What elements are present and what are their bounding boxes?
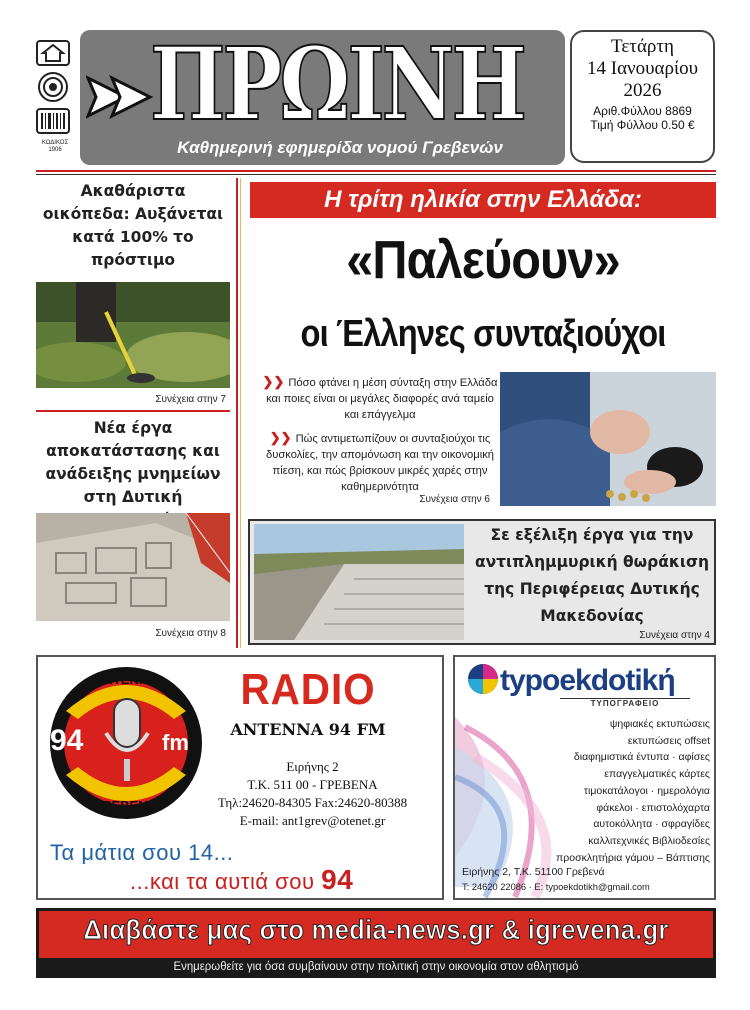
masthead-title: ΠΡΩΙΝΗ <box>150 30 524 143</box>
date-day-month: 14 Ιανουαρίου <box>587 58 698 79</box>
radio-address-2: Τ.Κ. 511 00 - ΓΡΕΒΕΝΑ <box>247 777 378 792</box>
masthead <box>80 30 565 165</box>
column-divider-gold <box>240 178 241 648</box>
main-story-headline[interactable]: «Παλεύουν» <box>346 230 620 290</box>
typo-contact[interactable]: T: 24620 22086 · E: typoekdotikh@gmail.com <box>462 882 650 892</box>
left-divider <box>36 410 230 412</box>
photo-pensioner-coins <box>500 372 716 506</box>
typo-address: Ειρήνης 2, Τ.Κ. 51100 Γρεβενά <box>462 866 605 878</box>
typo-service: φάκελοι · επιστολόχαρτα <box>596 801 710 814</box>
footer-subtitle: Ενημερωθείτε για όσα συμβαίνουν στην πολιτική στην οικονομία στον αθλητισμό <box>173 959 579 973</box>
masthead-rule <box>36 170 716 172</box>
house-icon <box>36 40 70 66</box>
bullet-arrow-icon: ❯❯ <box>262 374 285 389</box>
typo-sub: ΤΥΠΟΓΡΑΦΕΙΟ <box>560 698 690 708</box>
date-weekday: Τετάρτη <box>611 36 674 57</box>
masthead-rule-thin <box>36 174 716 175</box>
story-lots-continued[interactable]: Συνέχεια στην 7 <box>155 394 226 405</box>
barcode-icon <box>36 108 70 134</box>
code-value: 1906 <box>48 147 62 153</box>
typo-service: επαγγελματικές κάρτες <box>604 768 710 781</box>
bullet-text: Πώς αντιμετωπίζουν οι συνταξιούχοι τις δυσκολίες, την απομόνωση και την οικονομική πίεση, και πώς βρίσκουν μικρές χαρές στην καθημερινότητα <box>265 433 495 493</box>
story-monuments-title[interactable]: Νέα έργα αποκατάστασης και ανάδειξης μνημείων στη Δυτική <box>45 419 221 506</box>
radio-email[interactable]: E-mail: ant1grev@otenet.gr <box>239 813 386 828</box>
footer-websites[interactable]: Διαβάστε μας στο media-news.gr & igrevena.gr <box>83 914 669 945</box>
seal-icon <box>38 72 68 102</box>
typo-service: τιμοκατάλογοι · ημερολόγια <box>583 784 710 797</box>
photo-grass-trimmer <box>36 282 230 388</box>
main-story-continued[interactable]: Συνέχεια στην 6 <box>419 494 490 505</box>
radio-word: RADIO <box>240 665 376 714</box>
issue-price: Τιμή Φύλλου 0.50 € <box>590 118 695 132</box>
photo-flood-works <box>254 524 464 640</box>
typo-service: εκτυπώσεις offset <box>627 734 710 747</box>
typo-logo-text: typoekdotikή <box>500 664 675 697</box>
radio-address-1: Ειρήνης 2 <box>286 759 339 774</box>
typo-service: καλλιτεχνικές Βιβλιοδεσίες <box>588 834 710 847</box>
date-year: 2026 <box>623 80 662 101</box>
typo-services-list <box>520 716 710 866</box>
main-story-bullet-2 <box>262 430 498 495</box>
main-story-kicker: Η τρίτη ηλικία στην Ελλάδα: <box>250 182 716 218</box>
main-story-bullet-1 <box>262 374 498 423</box>
masthead-tagline: Καθημερινή εφημερίδα νομού Γρεβενών <box>177 138 503 157</box>
code-label: ΚΩΔΙΚΟΣ <box>41 140 69 146</box>
radio-logo-top: ΑΝΤΕΝΝΑ <box>94 672 158 687</box>
typo-service: αυτοκόλλητα · σφραγίδες <box>593 818 710 831</box>
column-divider <box>236 178 238 648</box>
photo-excavation <box>36 513 230 621</box>
radio-logo-bottom: ΓΡΕΒΕΝΑ <box>95 798 157 813</box>
masthead-left-icons <box>36 40 74 154</box>
radio-phones: Τηλ:24620-84305 Fax:24620-80388 <box>217 795 408 810</box>
typo-service: διαφημιστικά έντυπα · αφίσες <box>573 751 710 764</box>
main-story-subheadline[interactable]: οι Έλληνες συνταξιούχοι <box>300 313 666 355</box>
radio-logo-fm: fm <box>162 730 189 755</box>
radio-logo-number: 94 <box>50 724 84 757</box>
datebox <box>570 30 715 163</box>
radio-slogan-2-text: ...και τα αυτιά σου <box>130 869 322 894</box>
typo-service: προσκλητήρια γάμου – Βάπτισης <box>556 851 710 864</box>
radio-station-name: ANTENNA 94 FM <box>230 720 386 739</box>
typo-service: ψηφιακές εκτυπώσεις <box>609 718 710 730</box>
flood-story-continued[interactable]: Συνέχεια στην 4 <box>639 630 710 641</box>
radio-slogan-2 <box>130 864 353 896</box>
story-monuments-continued[interactable]: Συνέχεια στην 8 <box>155 628 226 639</box>
flood-story-title[interactable]: Σε εξέλιξη έργα για την αντιπλημμυρική θωράκιση της Περιφέρειας Δυτικής Μακεδονίας <box>474 526 710 625</box>
radio-slogan-1: Τα μάτια σου 14... <box>50 840 234 865</box>
radio-slogan-2-number: 94 <box>321 864 354 895</box>
bullet-text: Πόσο φτάνει η μέση σύνταξη στην Ελλάδα και ποιες είναι οι μεγάλες διαφορές ανά ταμείο και επάγγελμα <box>266 377 498 421</box>
typo-logo-icon <box>466 662 500 696</box>
bullet-arrow-icon: ❯❯ <box>269 430 292 445</box>
issue-number: Αριθ.Φύλλου 8869 <box>593 104 692 118</box>
masthead-arrow-icon <box>86 72 156 122</box>
story-lots-title[interactable]: Ακαθάριστα οικόπεδα: Αυξάνεται κατά 100% το πρόστιμο <box>42 182 224 269</box>
